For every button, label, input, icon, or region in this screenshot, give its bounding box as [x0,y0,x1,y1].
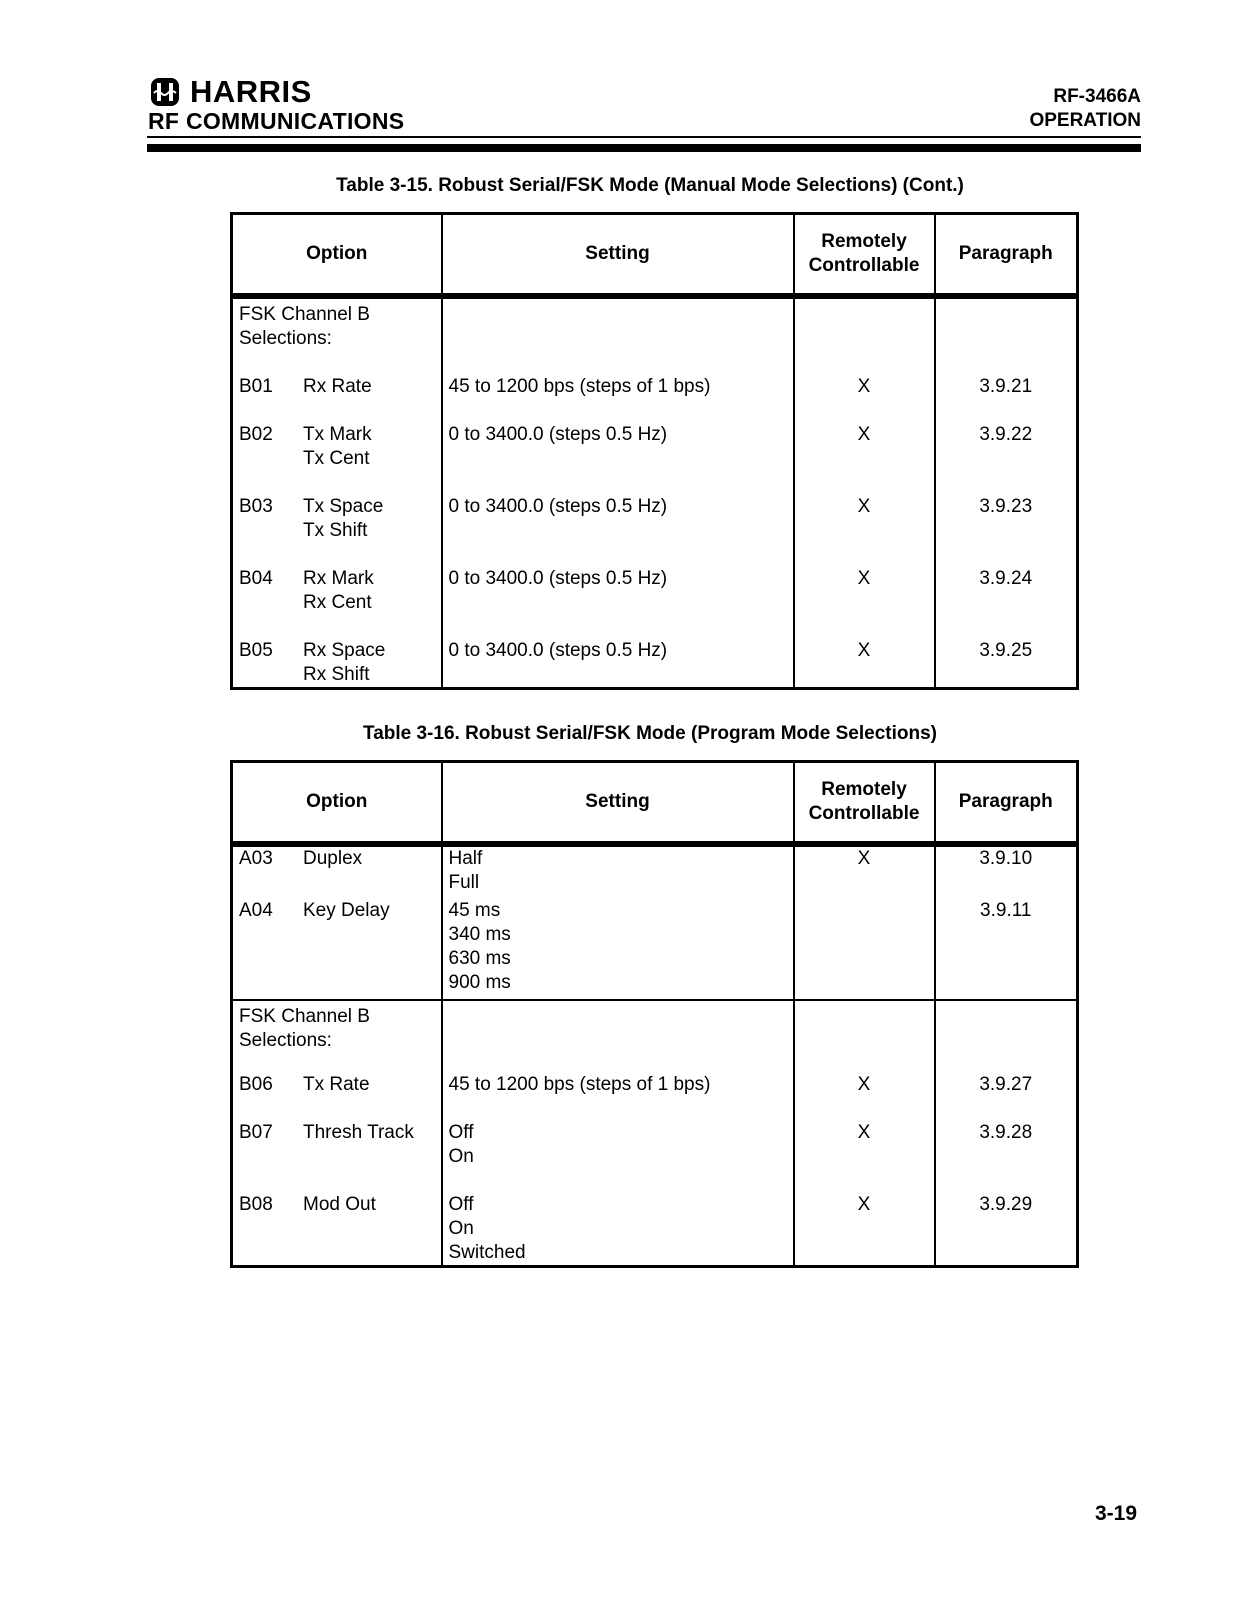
group-label: FSK Channel B Selections: [232,296,442,375]
section-name: OPERATION [1029,110,1141,131]
table2-caption: Table 3-16. Robust Serial/FSK Mode (Program Mode Selections) [363,723,937,744]
table-row: B04 Rx Mark Rx Cent 0 to 3400.0 (steps 0.5 Hz) X 3.9.24 [232,567,1078,639]
brand-block [150,76,312,108]
table-row: A04 Key Delay 45 ms 340 ms 630 ms 900 ms 3.9.11 [232,899,1078,1000]
header-rule-thin [147,136,1141,138]
table2-group-row [232,1000,1078,1073]
table1-group-row [232,296,1078,375]
table-row: B01 Rx Rate 45 to 1200 bps (steps of 1 bps) X 3.9.21 [232,375,1078,423]
table-row: B08 Mod Out Off On Switched X 3.9.29 [232,1193,1078,1267]
table2 [230,760,1079,1268]
col-option-header: Option [232,762,442,845]
table-row: B07 Thresh Track Off On X 3.9.28 [232,1121,1078,1193]
table1-caption: Table 3-15. Robust Serial/FSK Mode (Manual Mode Selections) (Cont.) [336,175,964,196]
brand-name: HARRIS [190,74,312,109]
table-row: B05 Rx Space Rx Shift 0 to 3400.0 (steps 0.5 Hz) X 3.9.25 [232,639,1078,689]
document-id: RF-3466A [1053,86,1141,107]
table-row: B06 Tx Rate 45 to 1200 bps (steps of 1 bps) X 3.9.27 [232,1073,1078,1121]
table1-header-row [232,214,1078,297]
table-row: A03 Duplex Half Full X 3.9.10 [232,844,1078,899]
col-remote-header: Remotely Controllable [794,762,935,845]
page-number: 3-19 [1094,1502,1137,1525]
division-name: RF COMMUNICATIONS [148,108,405,134]
table2-header-row [232,762,1078,845]
table-row: B02 Tx Mark Tx Cent 0 to 3400.0 (steps 0.5 Hz) X 3.9.22 [232,423,1078,495]
col-paragraph-header: Paragraph [935,214,1078,297]
harris-logo-icon [150,77,180,107]
col-option-header: Option [232,214,442,297]
col-setting-header: Setting [442,762,794,845]
table1 [230,212,1079,690]
group-label: FSK Channel B Selections: [232,1000,442,1073]
col-paragraph-header: Paragraph [935,762,1078,845]
table-row: B03 Tx Space Tx Shift 0 to 3400.0 (steps 0.5 Hz) X 3.9.23 [232,495,1078,567]
col-setting-header: Setting [442,214,794,297]
col-remote-header: Remotely Controllable [794,214,935,297]
header-rule-thick [147,144,1141,152]
